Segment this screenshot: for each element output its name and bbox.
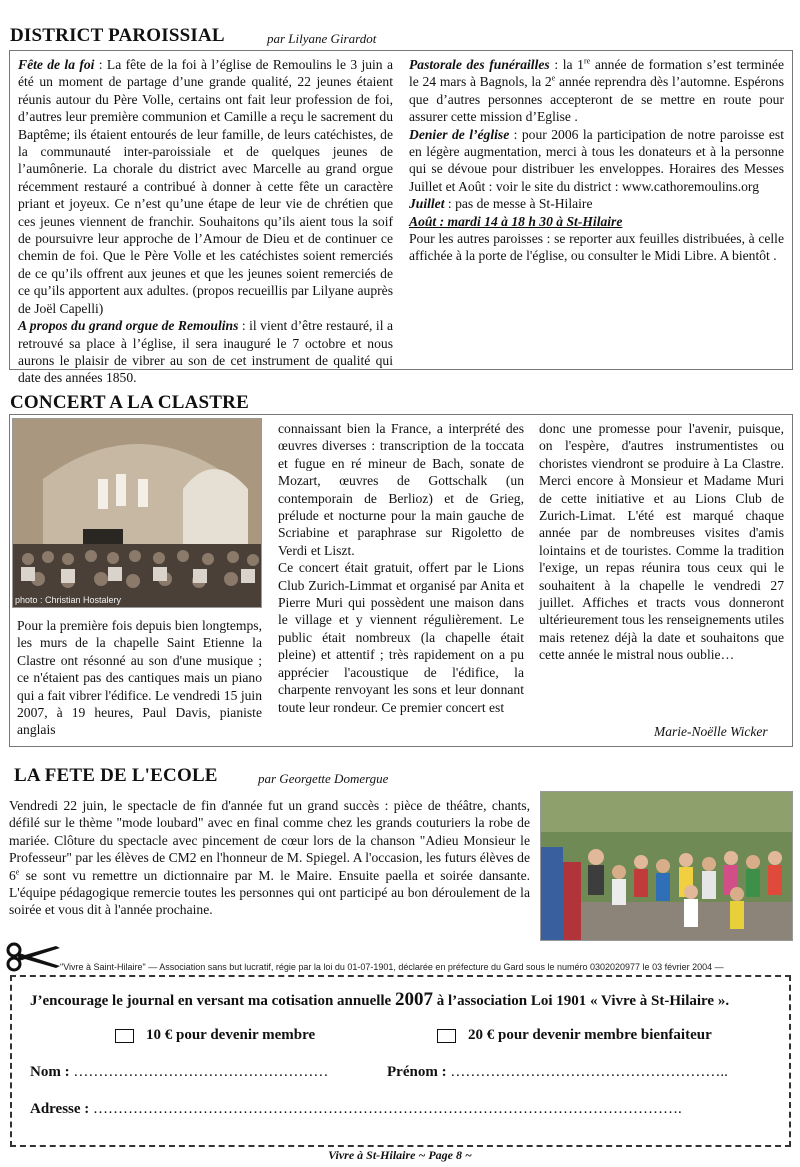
ecole-sup: e (15, 867, 20, 877)
coupon-heading (30, 989, 729, 1011)
option-membre-label: 10 € pour devenir membre (146, 1027, 316, 1043)
ecole-text (9, 797, 530, 919)
coupon-heading-b: à l’association Loi 1901 « Vivre à St-Hilaire ». (432, 993, 730, 1009)
district-column-right (409, 56, 784, 265)
adresse-dots[interactable]: ………………………………………………………………………………………………………. (93, 1101, 682, 1117)
concert-photo (12, 418, 262, 608)
chapel-concert-image (13, 419, 262, 608)
nom-label: Nom : (30, 1064, 74, 1080)
option-membre[interactable] (115, 1027, 315, 1044)
nom-field[interactable] (30, 1064, 328, 1081)
district-column-left (18, 56, 393, 387)
district-title: DISTRICT PAROISSIAL (10, 25, 225, 46)
orgue-lead: A propos du grand orgue de Remoulins (18, 318, 239, 334)
fete-lead: Fête de la foi (18, 57, 95, 72)
concert-column-3 (539, 420, 784, 664)
concert-col3-text: donc une promesse pour l'avenir, puisque, on l'espère, d'autres instrumentistes ou choristes viendront se produire à La Clastre. Merci encore à Monsieur et Madame Muri de cette initiative et au Lions Club de Zurich-Limat. L'été est marqué chaque année par de nombreuses visites d'amis lointains et de touristes. Comme la tradition l'exige, un repas réunira tous ceux qui le souhaitent à la chapelle le vendredi 27 juillet. Affiches et tracts vous donneront ultérieurement tous les renseignements utiles mais retenez déjà la date et souhaitons que cette année le mistral nous oublie… (539, 421, 784, 663)
page-footer: Vivre à St-Hilaire ~ Page 8 ~ (328, 1148, 472, 1162)
denier-body: : pour 2006 la participation de notre paroisse est en légère augmentation, merci à tous les donateurs et à la personne qui se dévoue pour distribuer les enveloppes. Horaires des Messes Juillet et Août : voir le site du district : www.cathoremoulins.org (409, 126, 784, 194)
concert-column-2 (278, 420, 524, 716)
concert-col2-text-a: connaissant bien la France, a interprété des œuvres diverses : transcription de la toccata et fugue en ré mineur de Bach, sonate de Mozart, œuvres de Gottschalk (un contemporain de Berlioz) et de Grieg, prélude et nocturne pour la main gauche de Scriabine et paraphrase sur Rigoletto de Verdi et Liszt. (278, 421, 524, 558)
nom-dots[interactable]: …………………………………………… (73, 1064, 329, 1080)
scissors-icon (4, 942, 62, 977)
prenom-label: Prénom : (387, 1064, 451, 1080)
photo-credit: photo : Christian Hostalery (15, 595, 122, 605)
district-paragraph-denier (409, 126, 784, 196)
prenom-field[interactable] (387, 1064, 728, 1081)
pastorale-b: année de formation s’est terminée le 24 mars à Bagnols, la 2 (409, 57, 784, 90)
option-bienfaiteur[interactable] (437, 1027, 712, 1044)
pastorale-sup1: re (583, 56, 591, 66)
district-paragraph-pastorale (409, 56, 784, 126)
district-byline: par Lilyane Girardot (267, 31, 377, 46)
school-party-image (541, 792, 793, 941)
concert-column-1 (17, 617, 262, 739)
district-paragraph-orgue (18, 317, 393, 387)
pastorale-a: : la 1 (549, 57, 584, 72)
adresse-label: Adresse : (30, 1101, 94, 1117)
pastorale-lead: Pastorale des funérailles (409, 57, 550, 72)
juillet-lead: Juillet (409, 196, 445, 212)
concert-col1-text: Pour la première fois depuis bien longtemps, les murs de la chapelle Saint Etienne la Clastre ont résonné au son d'une musique ; ce n'étaient pas des cantiques mais un piano qui a fait vibrer l'édifice. Le vendredi 15 juin 2007, à 19 heures, Paul Davis, pianiste anglais (17, 618, 262, 738)
adresse-field[interactable] (30, 1101, 682, 1118)
pastorale-c: année reprendra dès l’automne. Espérons que d’autres personnes accepteront de se mettre en route pour assurer cette mission d’Eglise . (409, 74, 784, 125)
concert-title: CONCERT A LA CLASTRE (10, 392, 249, 413)
denier-lead: Denier de l’église (409, 126, 510, 142)
association-legal-notice: "Vivre à Saint-Hilaire" — Association sans but lucratif, régie par la loi du 01-07-1901, déclarée en préfecture du Gard sous le numéro 0302020977 le 03 février 2004 — (60, 962, 724, 972)
ecole-byline: par Georgette Domergue (258, 771, 389, 786)
checkbox-membre[interactable] (115, 1029, 134, 1043)
coupon-year: 2007 (394, 989, 433, 1010)
coupon-heading-a: J’encourage le journal en versant ma cotisation annuelle (30, 993, 395, 1009)
orgue-body: : il vient d’être restauré, il a retrouvé sa place à l’église, il sera inauguré le 7 octobre et nous aurons le plaisir de vibrer au son de cet instrument de qualité qui date des années 1850. (18, 318, 393, 386)
ecole-paragraph (9, 797, 530, 919)
checkbox-bienfaiteur[interactable] (437, 1029, 456, 1043)
juillet-body: : pas de messe à St-Hilaire (444, 196, 593, 212)
pastorale-sup2: e (551, 73, 556, 83)
district-paragraph-autres: Pour les autres paroisses : se reporter aux feuilles distribuées, à celle affichée à la porte de l'église, ou consulter le Midi Libre. A bientôt . (409, 231, 784, 264)
school-photo (540, 791, 793, 941)
ecole-title: LA FETE DE L'ECOLE (14, 765, 218, 786)
ecole-text-b: se sont vu remettre un dictionnaire par M. le Maire. Ensuite paella et soirée dansante. L'équipe pédagogique remercie toutes les personnes qui ont participé au bon déroulement de la soirée et vous dit à l'année prochaine. (9, 867, 530, 918)
option-bienfaiteur-label: 20 € pour devenir membre bienfaiteur (468, 1027, 712, 1043)
concert-signature: Marie-Noëlle Wicker (654, 724, 768, 739)
concert-col2-text-b: Ce concert était gratuit, offert par le Lions Club Zurich-Limmat et organisé par Anita et Pierre Muri qui possèdent une maison dans le village et y viennent régulièrement. Le public était nombreux (la chapelle était pleine) et attentif ; très rapidement on a pu apprécier l'acoustique de l'édifice, la charpente renvoyant les sons et leur donnant toute leur rondeur. Ce premier concert est (278, 560, 524, 715)
ecole-text-a: Vendredi 22 juin, le spectacle de fin d'année fut un grand succès : pièce de théâtre, chants, défilé sur le thème "mode loubard" avec en final comme chez les grands couturiers la robe de mariée. Clôture du spectacle avec pincement de cœur lors de la chanson "Adieu Monsieur le Professeur" par les élèves de CM2 en l'honneur de M. Spiegel. A l'occasion, les futurs élèves de 6 (9, 798, 530, 883)
prenom-dots[interactable]: ……………………………………………….. (450, 1064, 728, 1080)
district-paragraph-fete (18, 56, 393, 317)
district-paragraph-aout: Août : mardi 14 à 18 h 30 à St-Hilaire (409, 213, 623, 229)
fete-body: : La fête de la foi à l’église de Remoulins le 3 juin a été un moment de partage d’une grande qualité, 22 jeunes étaient réunis autour du Père Volle, certains ont fait leur profession de foi, d’autres leur première communion et Camille a reçu le sacrement du Baptême; ils étaient entourés de leur famille, de leurs catéchistes, de la communauté inter-paroissiale et de quelques jeunes de l’aumônerie. La chorale du district avec Marcelle au grand orgue récemment restauré a contribué à donner à cette fête un caractère priant et joyeux. Ce n’est qu’une étape de leur vie de chrétien que ces jeunes viennent de franchir. Souhaitons qu’ils aient tous la soif de poursuivre leur approche de l’Amour de Dieu et de continuer ce chemin de foi. Que le Père Volle et les catéchistes soient remerciés de ce qu’ils offrent aux jeunes et que les jeunes soient remerciés de ce qu’ils apportent aux adultes. (propos recueillis par Lilyane auprès de Joël Capelli) (18, 57, 393, 316)
district-paragraph-juillet (409, 195, 784, 212)
